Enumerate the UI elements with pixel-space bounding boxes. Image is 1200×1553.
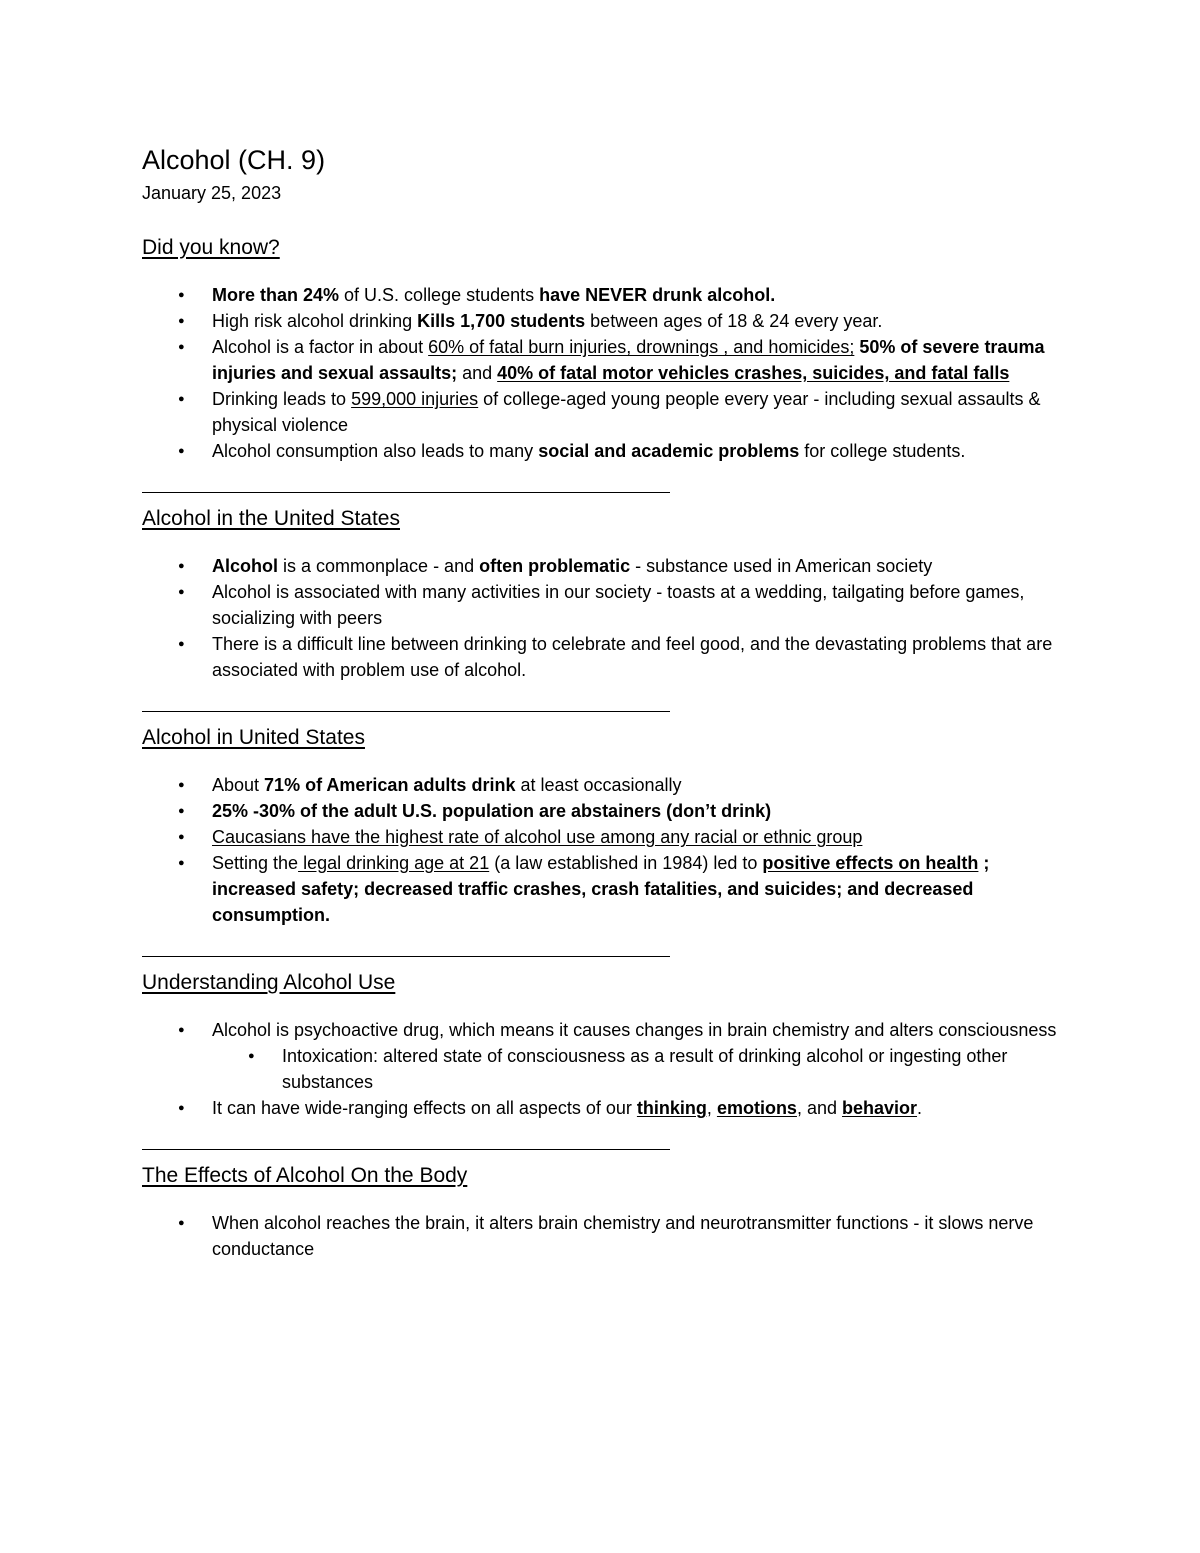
bullet-text: Alcohol is a factor in about	[212, 337, 429, 357]
bullet-text: social and academic problems	[538, 441, 800, 461]
bullet-text: .	[917, 1098, 923, 1118]
alcohol-in-us-list	[142, 772, 1072, 928]
list-item	[142, 772, 1072, 798]
list-item	[142, 1095, 1072, 1121]
bullet-text: emotions	[716, 1098, 797, 1118]
bullet-text: for college students.	[799, 441, 966, 461]
bullet-text: have NEVER drunk alcohol.	[539, 285, 776, 305]
bullet-text: Alcohol consumption also leads to many	[212, 441, 539, 461]
bullet-text: thinking	[636, 1098, 707, 1118]
section-heading-effects-on-body: The Effects of Alcohol On the Body	[142, 1164, 468, 1187]
bullet-text: Caucasians have the highest rate of alcohol use among any racial or ethnic group	[212, 827, 863, 847]
bullet-text: 40% of fatal motor vehicles crashes, suicides, and fatal falls	[497, 363, 1010, 383]
bullet-text: About	[212, 775, 265, 795]
list-item: ● 25% -30% of the adult U.S. population are abstainers (don’t drink)	[142, 798, 1072, 824]
list-item	[142, 282, 1072, 308]
bullet-text: 50% of severe trauma injuries and sexual assaults;	[212, 337, 1045, 383]
bullet-text: Drinking leads to	[212, 389, 352, 409]
bullet-text: More than 24%	[212, 285, 340, 305]
list-item	[142, 850, 1072, 928]
bullet-text: (a law established in 1984) led to	[489, 853, 763, 873]
list-item	[142, 824, 1072, 850]
alcohol-in-the-us-list	[142, 553, 1072, 683]
bullet-text: Alcohol	[212, 556, 278, 576]
section-heading-understanding-alcohol-use: Understanding Alcohol Use	[142, 971, 396, 994]
list-item	[142, 334, 1072, 386]
bullet-text: ; increased safety; decreased traffic crashes, crash fatalities, and suicides; and decreased consumption.	[212, 853, 990, 925]
bullet-text: ,	[706, 1098, 717, 1118]
effects-on-body-list	[142, 1210, 1072, 1262]
sub-list	[212, 1043, 1072, 1095]
bullet-text: 60% of fatal burn injuries, drownings , and homicides;	[428, 337, 855, 357]
list-item	[142, 553, 1072, 579]
bullet-text: of U.S. college students	[339, 285, 540, 305]
document-title: Alcohol (CH. 9)	[142, 145, 326, 175]
bullet-text: Setting the	[212, 853, 299, 873]
list-item	[142, 1017, 1072, 1095]
bullet-text: often problematic	[479, 556, 631, 576]
list-item	[142, 438, 1072, 464]
list-item: ● When alcohol reaches the brain, it alters brain chemistry and neurotransmitter functions - it slows nerve conductance	[142, 1210, 1072, 1262]
document-date: January 25, 2023	[142, 183, 282, 203]
list-item: ● There is a difficult line between drinking to celebrate and feel good, and the devastating problems that are associated with problem use of alcohol.	[142, 631, 1072, 683]
did-you-know-list	[142, 282, 1072, 464]
list-item	[142, 308, 1072, 334]
document-page	[142, 140, 1072, 1262]
section-heading-alcohol-in-the-us: Alcohol in the United States	[142, 507, 400, 530]
bullet-text: behavior	[842, 1098, 918, 1118]
bullet-text: of college-aged young people every year - including sexual assaults & physical violence	[212, 389, 1041, 435]
bullet-text: between ages of 18 & 24 every year.	[585, 311, 883, 331]
bullet-text: at least occasionally	[515, 775, 682, 795]
bullet-text: Kills 1,700 students	[417, 311, 586, 331]
section-heading-alcohol-in-us: Alcohol in United States	[142, 726, 365, 749]
bullet-text: It can have wide-ranging effects on all aspects of our	[212, 1098, 637, 1118]
bullet-text: High risk alcohol drinking	[212, 311, 418, 331]
section-heading-did-you-know: Did you know?	[142, 236, 280, 259]
bullet-text: is a commonplace - and	[278, 556, 480, 576]
sub-list-item: ● Intoxication: altered state of consciousness as a result of drinking alcohol or ingesting other substances	[212, 1043, 1072, 1095]
understanding-alcohol-use-list	[142, 1017, 1072, 1121]
bullet-text: Alcohol is psychoactive drug, which means it causes changes in brain chemistry and alters consciousness	[212, 1020, 1057, 1040]
bullet-text: positive effects on health	[762, 853, 979, 873]
bullet-text: and	[457, 363, 498, 383]
bullet-text: 599,000 injuries	[351, 389, 479, 409]
list-item: ● Alcohol is associated with many activities in our society - toasts at a wedding, tailgating before games, socializing with peers	[142, 579, 1072, 631]
bullet-text: 71% of American adults drink	[264, 775, 516, 795]
bullet-text: - substance used in American society	[630, 556, 933, 576]
list-item	[142, 386, 1072, 438]
bullet-text: , and	[796, 1098, 842, 1118]
bullet-text: legal drinking age at 21	[298, 853, 490, 873]
